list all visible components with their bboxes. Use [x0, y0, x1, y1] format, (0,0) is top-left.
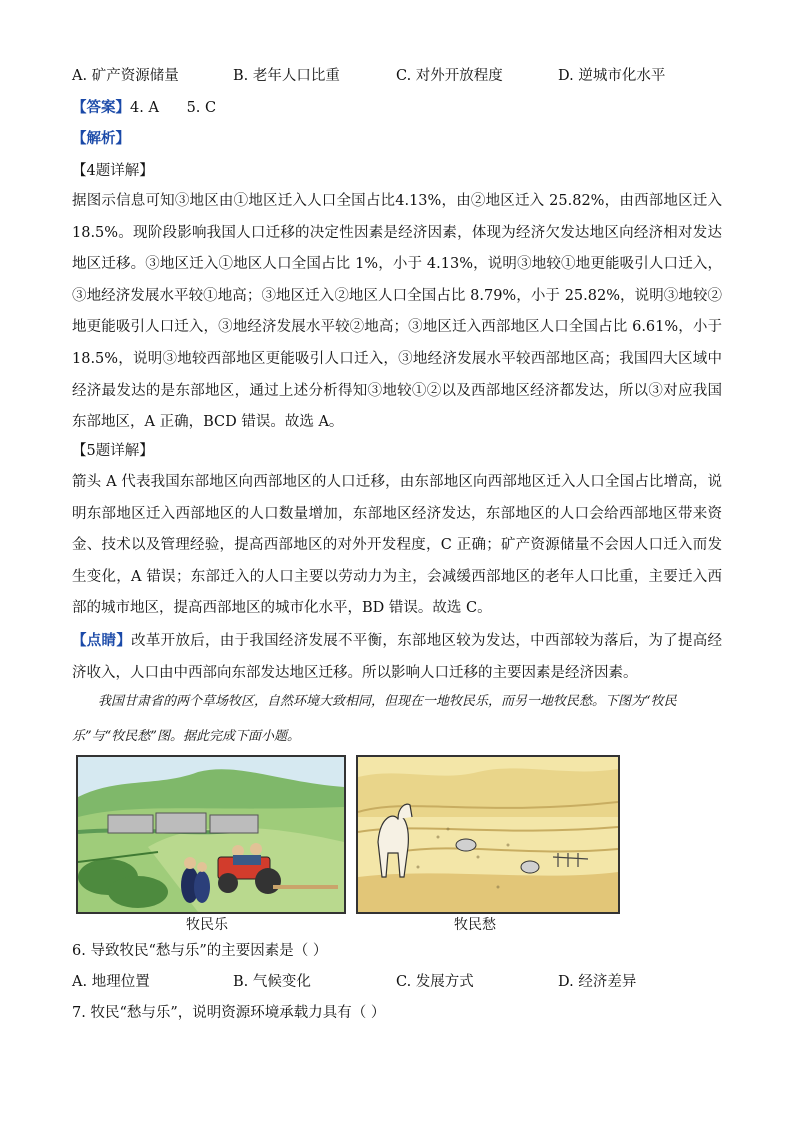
herder-happy-illustration — [78, 757, 344, 912]
q6-option-c: C. 发展方式 — [396, 974, 474, 990]
answer-text: 4. A 5. C — [130, 100, 217, 116]
tip-tag: 【点睛】 — [72, 632, 132, 649]
tip-paragraph — [72, 625, 722, 689]
q7-stem: 7. 牧民“愁与乐”，说明资源环境承载力具有（ ） — [72, 1005, 386, 1021]
q6-stem: 6. 导致牧民“愁与乐”的主要因素是（ ） — [72, 943, 328, 959]
herder-sad-image — [356, 755, 620, 914]
right-caption: 牧民愁 — [454, 917, 496, 933]
question-intro: 我国甘肃省的两个草场牧区，自然环境大致相同，但现在一地牧民乐，而另一地牧民愁。下图为“牧民乐”与“牧民愁”图。据此完成下面小题。 — [72, 694, 677, 744]
q6-option-a: A. 地理位置 — [72, 974, 150, 990]
q6-option-d: D. 经济差异 — [558, 974, 637, 990]
option-b: B. 老年人口比重 — [233, 68, 340, 84]
q4-explanation: 据图示信息可知③地区由①地区迁入人口全国占比4.13%，由②地区迁入 25.82%，由西部地区迁入 18.5%。现阶段影响我国人口迁移的决定性因素是经济因素，体现为经济欠发达地区向经济相对发达地区迁移。③地区迁入①地区人口全国占比 1%，小于 4.13%，说明③地较①地更能吸引人口迁入，③地经济发展水平较①地高；③地区迁入②地区人口全国占比 8.79%，小于 25.82%，说明③地较②地更能吸引人口迁入，③地经济发展水平较②地高；③地区迁入西部地区人口全国占比 6.61%，小于 18.5%，说明③地较西部地区更能吸引人口迁入，③地经济发展水平较西部地区高；我国四大区域中经济最发达的是东部地区，通过上述分析得知③地较①②以及西部地区经济都发达，所以③对应我国东部地区，A 正确，BCD 错误。故选 A。 — [72, 193, 722, 431]
analysis-label: 【解析】 — [72, 130, 130, 147]
q5-explanation: 箭头 A 代表我国东部地区向西部地区的人口迁移，由东部地区向西部地区迁入人口全国占比增高，说明东部地区迁入西部地区的人口数量增加，东部地区经济发达，东部地区的人口会给西部地区带来资金、技术以及管理经验，提高西部地区的对外开发程度，C 正确；矿产资源储量不会因人口迁入而发生变化，A 错误；东部迁入的人口主要以劳动力为主，会减缓西部地区的老年人口比重，主要迁入西部的城市地区，提高西部地区的城市化水平，BD 错误。故选 C。 — [72, 474, 722, 617]
option-d: D. 逆城市化水平 — [558, 68, 666, 84]
answer-tag: 【答案】 — [72, 99, 130, 116]
tip-text: 改革开放后，由于我国经济发展不平衡，东部地区较为发达，中西部较为落后，为了提高经济收入，人口由中西部向东部发达地区迁移。所以影响人口迁移的主要因素是经济因素。 — [72, 633, 723, 681]
answer-line — [72, 98, 216, 118]
option-c: C. 对外开放程度 — [396, 68, 503, 84]
left-caption: 牧民乐 — [186, 917, 228, 933]
q5-heading: 【5题详解】 — [72, 443, 154, 459]
herder-sad-illustration — [358, 757, 618, 912]
q4-heading: 【4题详解】 — [72, 163, 154, 179]
herder-happy-image — [76, 755, 346, 914]
analysis-tag — [72, 129, 130, 149]
option-a: A. 矿产资源储量 — [72, 68, 179, 84]
q6-option-b: B. 气候变化 — [233, 974, 311, 990]
